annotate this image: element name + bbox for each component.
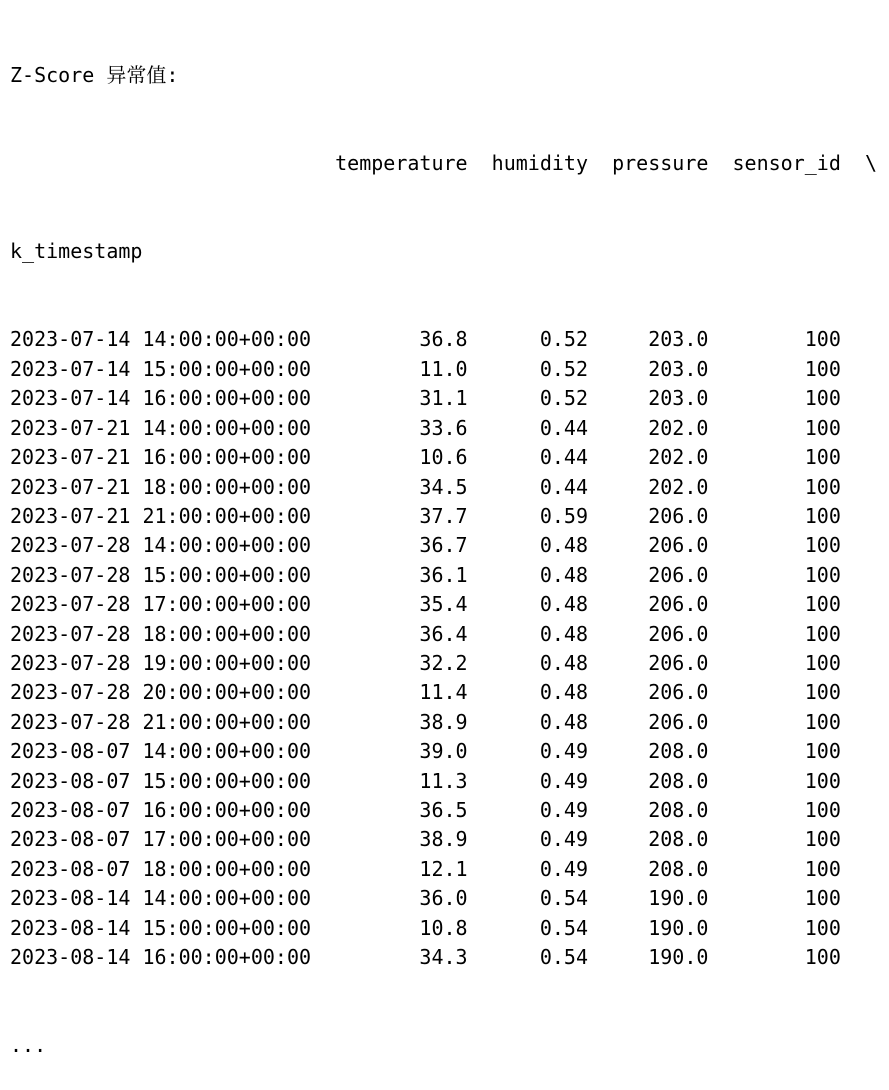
- table-row: [10, 943, 889, 972]
- table-row: [10, 855, 889, 884]
- table-header-row: [10, 149, 889, 178]
- column-header-humidity: humidity: [491, 151, 588, 176]
- timestamp-cell: 2023-07-21 16:00:00+00:00: [10, 445, 312, 470]
- timestamp-cell: 2023-07-14 14:00:00+00:00: [10, 327, 312, 352]
- temperature-cell: 32.2: [311, 650, 468, 675]
- index-name-label: k_timestamp: [10, 239, 143, 264]
- table-row: [10, 884, 889, 913]
- pressure-cell: 190.0: [588, 886, 709, 911]
- sensor-id-cell: 100: [708, 592, 841, 617]
- pressure-cell: 203.0: [588, 327, 709, 352]
- pressure-cell: 203.0: [588, 356, 709, 381]
- sensor-id-cell: 100: [708, 533, 841, 558]
- temperature-cell: 11.4: [311, 680, 468, 705]
- timestamp-cell: 2023-07-28 19:00:00+00:00: [10, 650, 312, 675]
- humidity-cell: 0.48: [467, 533, 588, 558]
- sensor-id-cell: 100: [708, 680, 841, 705]
- table-row: [10, 473, 889, 502]
- sensor-id-cell: 100: [708, 562, 841, 587]
- sensor-id-cell: 100: [708, 415, 841, 440]
- temperature-cell: 36.5: [311, 797, 468, 822]
- sensor-id-cell: 100: [708, 856, 841, 881]
- pressure-cell: 208.0: [588, 827, 709, 852]
- table-row: [10, 384, 889, 413]
- temperature-cell: 31.1: [311, 386, 468, 411]
- timestamp-cell: 2023-07-28 14:00:00+00:00: [10, 533, 312, 558]
- temperature-cell: 38.9: [311, 827, 468, 852]
- truncation-ellipsis: ...: [10, 1033, 47, 1058]
- timestamp-cell: 2023-07-28 18:00:00+00:00: [10, 621, 312, 646]
- humidity-cell: 0.44: [467, 445, 588, 470]
- timestamp-cell: 2023-07-21 18:00:00+00:00: [10, 474, 312, 499]
- pressure-cell: 190.0: [588, 945, 709, 969]
- temperature-cell: 36.0: [311, 886, 468, 911]
- sensor-id-cell: 100: [708, 768, 841, 793]
- humidity-cell: 0.49: [467, 768, 588, 793]
- timestamp-cell: 2023-07-14 16:00:00+00:00: [10, 386, 312, 411]
- column-header-pressure: pressure: [612, 151, 709, 176]
- timestamp-cell: 2023-07-28 15:00:00+00:00: [10, 562, 312, 587]
- temperature-cell: 11.3: [311, 768, 468, 793]
- humidity-cell: 0.48: [467, 621, 588, 646]
- table-row: [10, 825, 889, 854]
- timestamp-cell: 2023-07-21 21:00:00+00:00: [10, 503, 312, 528]
- column-header-temperature: temperature: [335, 151, 468, 176]
- temperature-cell: 38.9: [311, 709, 468, 734]
- temperature-cell: 34.3: [311, 945, 468, 969]
- temperature-cell: 36.4: [311, 621, 468, 646]
- timestamp-cell: 2023-07-21 14:00:00+00:00: [10, 415, 312, 440]
- pressure-cell: 206.0: [588, 562, 709, 587]
- pressure-cell: 208.0: [588, 797, 709, 822]
- pressure-cell: 208.0: [588, 739, 709, 764]
- sensor-id-cell: 100: [708, 356, 841, 381]
- temperature-cell: 11.0: [311, 356, 468, 381]
- output-title: Z-Score 异常值:: [10, 62, 179, 87]
- pressure-cell: 208.0: [588, 768, 709, 793]
- humidity-cell: 0.49: [467, 827, 588, 852]
- temperature-cell: 34.5: [311, 474, 468, 499]
- pressure-cell: 206.0: [588, 533, 709, 558]
- timestamp-cell: 2023-08-07 16:00:00+00:00: [10, 797, 312, 822]
- humidity-cell: 0.49: [467, 797, 588, 822]
- sensor-id-cell: 100: [708, 474, 841, 499]
- sensor-id-cell: 100: [708, 621, 841, 646]
- table-row: [10, 767, 889, 796]
- sensor-id-cell: 100: [708, 797, 841, 822]
- humidity-cell: 0.48: [467, 592, 588, 617]
- timestamp-cell: 2023-08-14 14:00:00+00:00: [10, 886, 312, 911]
- humidity-cell: 0.54: [467, 915, 588, 940]
- humidity-cell: 0.54: [467, 886, 588, 911]
- temperature-cell: 10.8: [311, 915, 468, 940]
- table-row: [10, 737, 889, 766]
- humidity-cell: 0.54: [467, 945, 588, 969]
- table-body: [10, 325, 889, 972]
- humidity-cell: 0.48: [467, 709, 588, 734]
- table-row: [10, 325, 889, 354]
- table-row: [10, 531, 889, 560]
- sensor-id-cell: 100: [708, 886, 841, 911]
- timestamp-cell: 2023-08-07 14:00:00+00:00: [10, 739, 312, 764]
- humidity-cell: 0.44: [467, 474, 588, 499]
- pressure-cell: 206.0: [588, 709, 709, 734]
- pressure-cell: 202.0: [588, 415, 709, 440]
- table-row: [10, 443, 889, 472]
- timestamp-cell: 2023-08-07 17:00:00+00:00: [10, 827, 312, 852]
- temperature-cell: 35.4: [311, 592, 468, 617]
- humidity-cell: 0.49: [467, 856, 588, 881]
- temperature-cell: 39.0: [311, 739, 468, 764]
- sensor-id-cell: 100: [708, 945, 841, 969]
- humidity-cell: 0.44: [467, 415, 588, 440]
- timestamp-cell: 2023-08-07 18:00:00+00:00: [10, 856, 312, 881]
- timestamp-cell: 2023-08-14 15:00:00+00:00: [10, 915, 312, 940]
- pressure-cell: 206.0: [588, 680, 709, 705]
- humidity-cell: 0.48: [467, 562, 588, 587]
- table-row: [10, 502, 889, 531]
- temperature-cell: 33.6: [311, 415, 468, 440]
- column-header-sensor-id: sensor_id: [732, 151, 841, 176]
- temperature-cell: 36.8: [311, 327, 468, 352]
- table-row: [10, 561, 889, 590]
- pressure-cell: 206.0: [588, 650, 709, 675]
- table-row: [10, 796, 889, 825]
- timestamp-cell: 2023-07-28 21:00:00+00:00: [10, 709, 312, 734]
- sensor-id-cell: 100: [708, 709, 841, 734]
- temperature-cell: 37.7: [311, 503, 468, 528]
- table-row: [10, 414, 889, 443]
- pressure-cell: 202.0: [588, 445, 709, 470]
- humidity-cell: 0.52: [467, 356, 588, 381]
- pressure-cell: 203.0: [588, 386, 709, 411]
- table-row: [10, 914, 889, 943]
- temperature-cell: 36.7: [311, 533, 468, 558]
- timestamp-cell: 2023-08-07 15:00:00+00:00: [10, 768, 312, 793]
- sensor-id-cell: 100: [708, 386, 841, 411]
- humidity-cell: 0.48: [467, 650, 588, 675]
- temperature-cell: 36.1: [311, 562, 468, 587]
- timestamp-cell: 2023-07-14 15:00:00+00:00: [10, 356, 312, 381]
- pressure-cell: 206.0: [588, 503, 709, 528]
- temperature-cell: 12.1: [311, 856, 468, 881]
- pressure-cell: 190.0: [588, 915, 709, 940]
- timestamp-cell: 2023-08-14 16:00:00+00:00: [10, 945, 312, 969]
- sensor-id-cell: 100: [708, 915, 841, 940]
- sensor-id-cell: 100: [708, 827, 841, 852]
- sensor-id-cell: 100: [708, 650, 841, 675]
- table-row: [10, 620, 889, 649]
- table-row: [10, 355, 889, 384]
- pressure-cell: 202.0: [588, 474, 709, 499]
- table-row: [10, 590, 889, 619]
- sensor-id-cell: 100: [708, 445, 841, 470]
- pressure-cell: 208.0: [588, 856, 709, 881]
- line-continuation-backslash: \: [864, 151, 878, 176]
- temperature-cell: 10.6: [311, 445, 468, 470]
- table-row: [10, 708, 889, 737]
- table-row: [10, 678, 889, 707]
- sensor-id-cell: 100: [708, 327, 841, 352]
- timestamp-cell: 2023-07-28 17:00:00+00:00: [10, 592, 312, 617]
- pressure-cell: 206.0: [588, 592, 709, 617]
- pressure-cell: 206.0: [588, 621, 709, 646]
- table-row: [10, 649, 889, 678]
- sensor-id-cell: 100: [708, 503, 841, 528]
- sensor-id-cell: 100: [708, 739, 841, 764]
- humidity-cell: 0.48: [467, 680, 588, 705]
- humidity-cell: 0.49: [467, 739, 588, 764]
- humidity-cell: 0.59: [467, 503, 588, 528]
- humidity-cell: 0.52: [467, 327, 588, 352]
- humidity-cell: 0.52: [467, 386, 588, 411]
- timestamp-cell: 2023-07-28 20:00:00+00:00: [10, 680, 312, 705]
